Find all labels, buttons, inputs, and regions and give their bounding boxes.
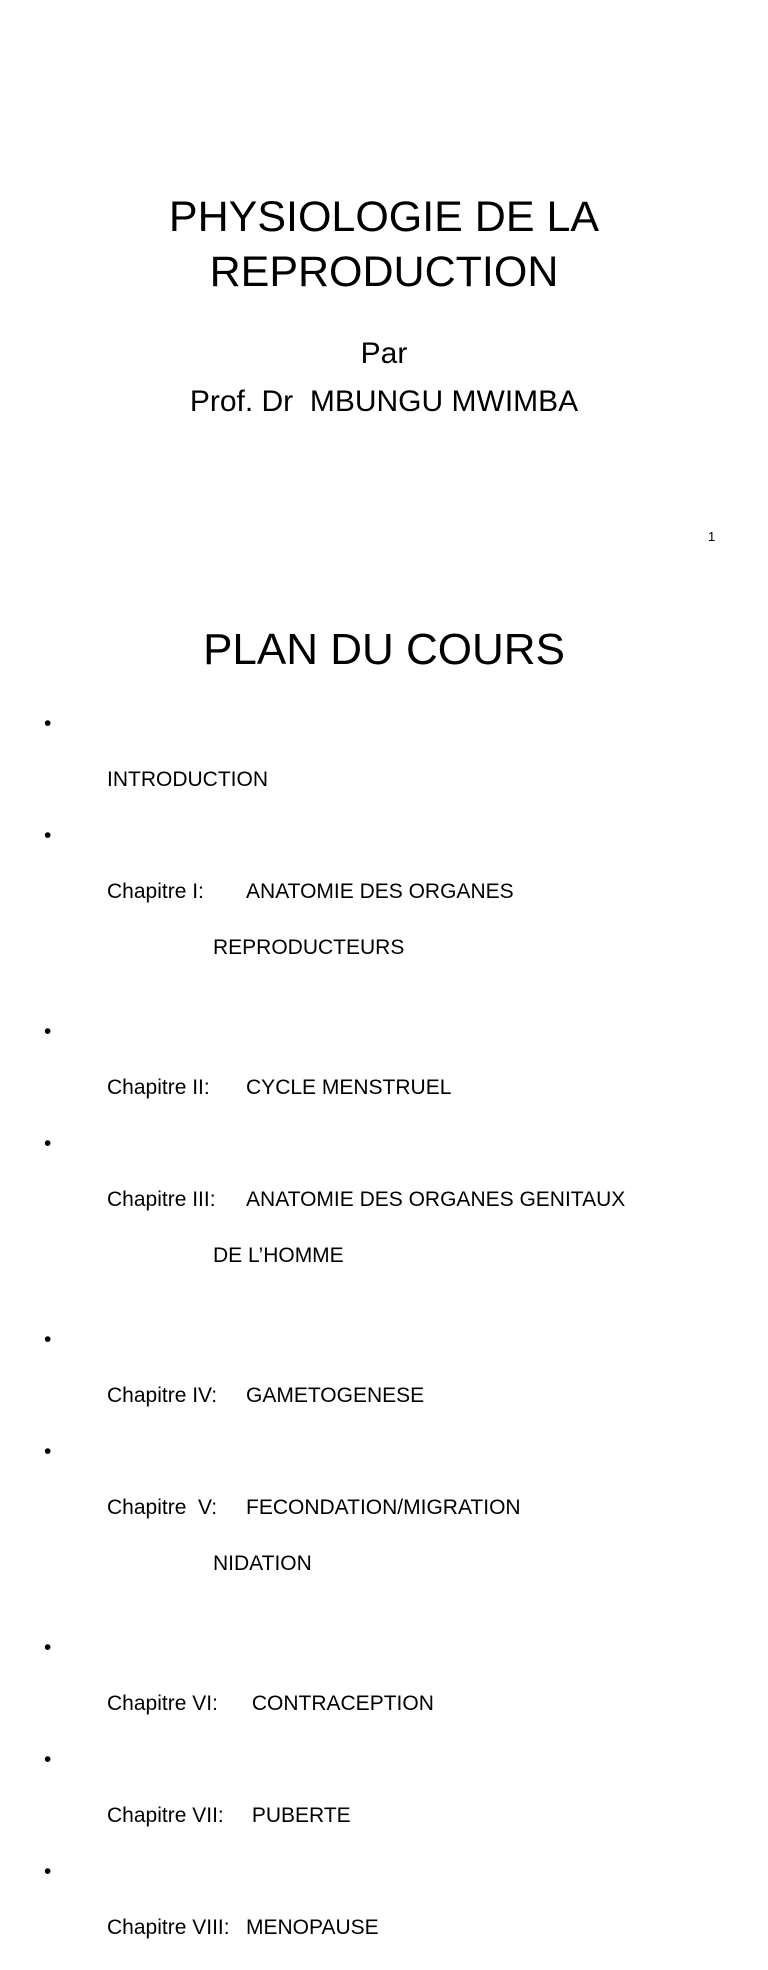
toc-item — [44, 822, 625, 1018]
toc-item — [44, 1326, 625, 1438]
toc-item-text: ANATOMIE DES ORGANES — [246, 880, 514, 903]
toc-item-text: GAMETOGENESE — [246, 1384, 425, 1407]
bullet-icon: • — [44, 1440, 52, 1463]
bullet-icon: • — [44, 712, 52, 735]
toc-item-text: CONTRACEPTION — [246, 1692, 434, 1715]
toc-item — [44, 1130, 625, 1326]
toc-item-text: ANATOMIE DES ORGANES GENITAUX — [246, 1188, 626, 1211]
slide-title — [0, 190, 768, 300]
toc-item-text: FECONDATION/MIGRATION — [246, 1496, 521, 1519]
toc-item-label: Chapitre V: — [107, 1496, 218, 1519]
bullet-icon: • — [44, 1636, 52, 1659]
author-name: Prof. Dr MBUNGU MWIMBA — [189, 385, 579, 418]
slide-subtitle — [0, 330, 768, 426]
slide-1 — [0, 0, 768, 576]
toc-item-label: Chapitre II: — [107, 1076, 210, 1099]
toc-item-label: Chapitre VIII: — [107, 1916, 230, 1939]
toc-item — [44, 1746, 625, 1858]
toc-item — [44, 1634, 625, 1746]
by-label: Par — [360, 337, 408, 370]
toc-item-text: MENOPAUSE — [246, 1916, 379, 1939]
toc-item — [44, 1018, 625, 1130]
toc-item — [44, 1858, 625, 1970]
toc-item-text: PUBERTE — [246, 1804, 351, 1827]
toc-item — [44, 1438, 625, 1634]
table-of-contents — [44, 710, 625, 1970]
toc-item-text: CYCLE MENSTRUEL — [246, 1076, 452, 1099]
bullet-icon: • — [44, 1748, 52, 1771]
toc-item-label: Chapitre VII: — [107, 1804, 224, 1827]
toc-item-label: Chapitre I: — [107, 880, 204, 903]
toc-item-label: Chapitre VI: — [107, 1692, 218, 1715]
toc-item-continuation: REPRODUCTEURS — [213, 936, 405, 959]
toc-item-label: Chapitre III: — [107, 1188, 216, 1211]
bullet-icon: • — [44, 1328, 52, 1351]
bullet-icon: • — [44, 1020, 52, 1043]
toc-item-label: INTRODUCTION — [107, 768, 269, 791]
bullet-icon: • — [44, 1132, 52, 1155]
toc-item-continuation: DE L’HOMME — [213, 1244, 344, 1267]
title-line: PHYSIOLOGIE DE LA — [168, 193, 600, 241]
slide-2 — [0, 576, 768, 1939]
toc-item-continuation: NIDATION — [213, 1552, 312, 1575]
toc-item — [44, 710, 625, 822]
toc-item-label: Chapitre IV: — [107, 1384, 218, 1407]
bullet-icon: • — [44, 824, 52, 847]
page-number: 1 — [708, 529, 716, 544]
bullet-icon: • — [44, 1860, 52, 1883]
slide-title: PLAN DU COURS — [203, 625, 565, 674]
title-line: REPRODUCTION — [209, 248, 559, 296]
